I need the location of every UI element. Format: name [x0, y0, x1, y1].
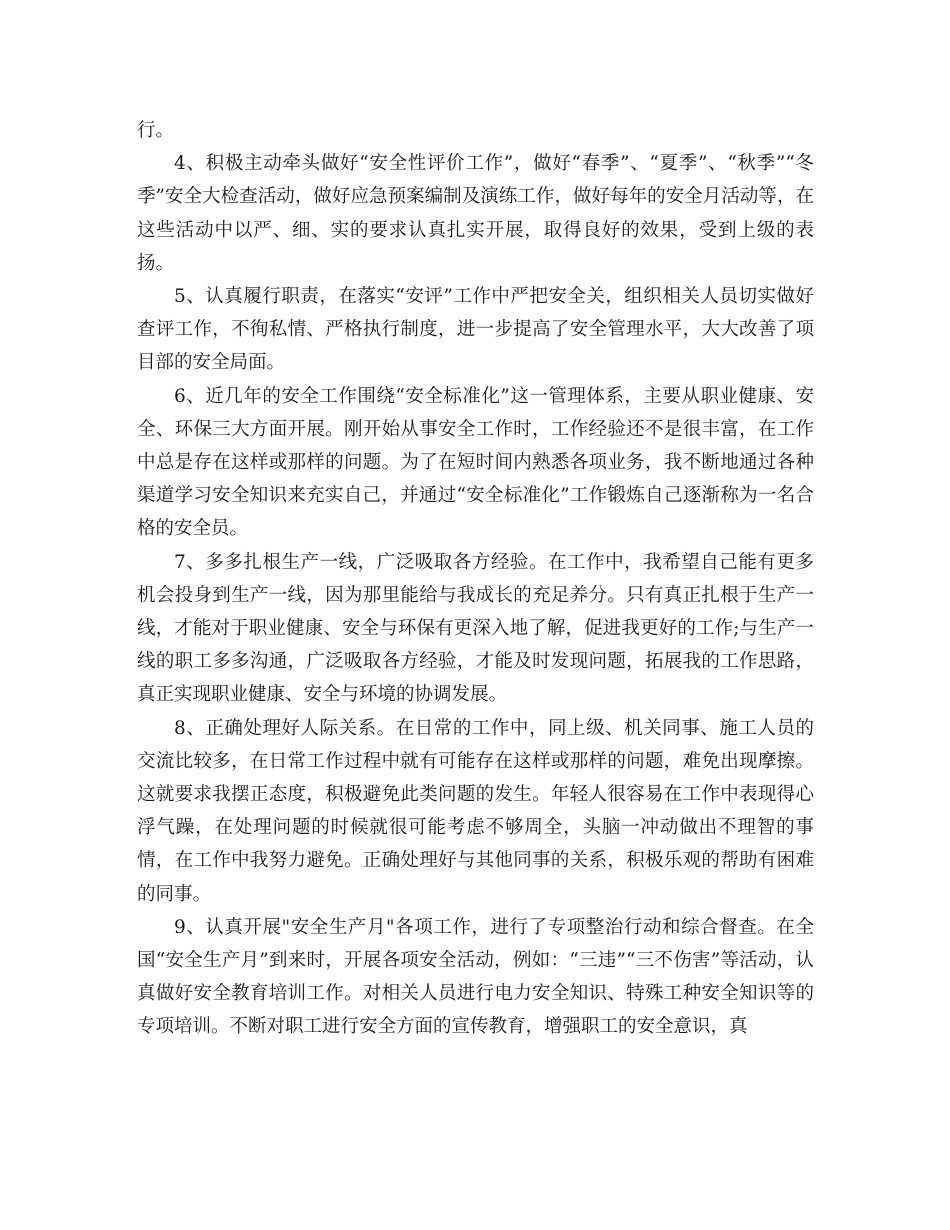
paragraph-item-9: 9、认真开展"安全生产月"各项工作，进行了专项整治行动和综合督查。在全国“安全生产月”到来时，开展各项安全活动，例如：“三违”“三不伤害”等活动，认真做好安全教育培训工作。对相关人员进行电力安全知识、特殊工种安全知识等的专项培训。不断对职工进行安全方面的宣传教育，增强职工的安全意识，真 [137, 916, 814, 1038]
paragraph-item-6: 6、近几年的安全工作围绕“安全标准化”这一管理体系，主要从职业健康、安全、环保三大方面开展。刚开始从事安全工作时，工作经验还不是很丰富，在工作中总是存在这样或那样的问题。为了在短时间内熟悉各项业务，我不断地通过各种渠道学习安全知识来充实自己，并通过“安全标准化”工作锻炼自己逐渐称为一名合格的安全员。 [137, 385, 814, 540]
paragraph-item-8: 8、正确处理好人际关系。在日常的工作中，同上级、机关同事、施工人员的交流比较多，在日常工作过程中就有可能存在这样或那样的问题，难免出现摩擦。这就要求我摆正态度，积极避免此类问题的发生。年轻人很容易在工作中表现得心浮气躁，在处理问题的时候就很可能考虑不够周全，头脑一冲动做出不理智的事情，在工作中我努力避免。正确处理好与其他同事的关系，积极乐观的帮助有困难的同事。 [137, 717, 814, 905]
paragraph-item-4: 4、积极主动牵头做好“安全性评价工作”，做好“春季”、“夏季”、“秋季”“冬季”安全大检查活动，做好应急预案编制及演练工作，做好每年的安全月活动等，在这些活动中以严、细、实的要求认真扎实开展，取得良好的效果，受到上级的表扬。 [137, 153, 814, 274]
paragraph-item-5: 5、认真履行职责，在落实“安评”工作中严把安全关，组织相关人员切实做好查评工作，不徇私情、严格执行制度，进一步提高了安全管理水平，大大改善了项目部的安全局面。 [137, 286, 814, 374]
paragraph-item-7: 7、多多扎根生产一线，广泛吸取各方经验。在工作中，我希望自己能有更多机会投身到生产一线，因为那里能给与我成长的充足养分。只有真正扎根于生产一线，才能对于职业健康、安全与环保有更深入地了解，促进我更好的工作;与生产一线的职工多多沟通，广泛吸取各方经验，才能及时发现问题，拓展我的工作思路，真正实现职业健康、安全与环境的协调发展。 [137, 551, 814, 706]
document-body [137, 114, 814, 1044]
paragraph-continuation: 行。 [137, 120, 175, 141]
